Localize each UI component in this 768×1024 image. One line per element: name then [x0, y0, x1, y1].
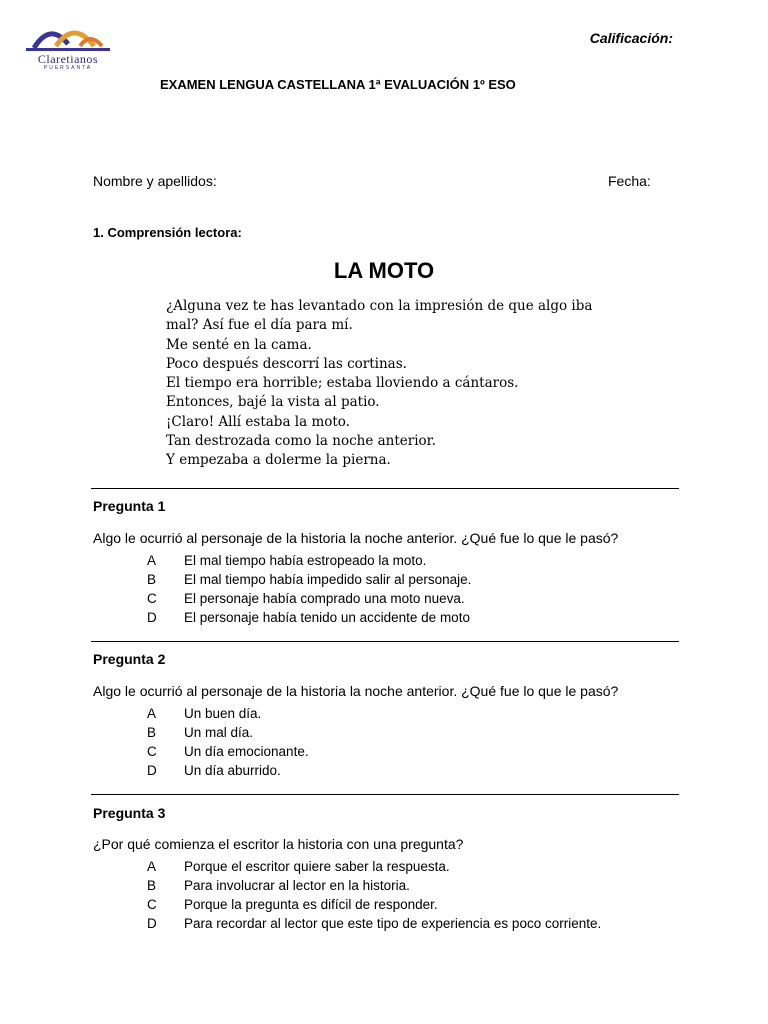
option-letter: B — [147, 572, 157, 587]
option-b — [0, 572, 768, 591]
story-line: Entonces, bajé la vista al patio. — [166, 394, 380, 411]
option-letter: A — [147, 859, 157, 874]
question-1-text: Algo le ocurrió al personaje de la historia la noche anterior. ¿Qué fue lo que le pasó? — [93, 530, 619, 546]
option-letter: C — [147, 591, 157, 606]
option-letter: B — [147, 725, 157, 740]
name-field-label: Nombre y apellidos: — [93, 173, 217, 189]
option-letter: D — [147, 610, 157, 625]
logo-subtext: PUERSANTA — [43, 65, 93, 71]
option-a — [0, 859, 768, 878]
divider — [91, 794, 679, 795]
option-a — [0, 706, 768, 725]
option-text: Un día aburrido. — [184, 763, 281, 778]
option-text: El mal tiempo había estropeado la moto. — [184, 553, 427, 568]
story-line: Poco después descorrí las cortinas. — [166, 355, 407, 372]
option-letter: A — [147, 706, 157, 721]
option-c — [0, 744, 768, 763]
option-text: El personaje había tenido un accidente de moto — [184, 610, 470, 625]
question-3-text: ¿Por qué comienza el escritor la historia con una pregunta? — [93, 836, 464, 852]
option-text: Para involucrar al lector en la historia. — [184, 878, 410, 893]
option-letter: D — [147, 916, 157, 931]
option-text: Un mal día. — [184, 725, 254, 740]
story-line: ¿Alguna vez te has levantado con la impresión de que algo iba — [166, 298, 593, 314]
school-logo — [22, 24, 114, 74]
section-title: 1. Comprensión lectora: — [93, 225, 242, 240]
option-text: Porque el escritor quiere saber la respuesta. — [184, 859, 450, 874]
option-a — [0, 553, 768, 572]
story-text — [166, 297, 592, 471]
story-line: mal? Así fue el día para mí. — [166, 317, 353, 334]
option-text: El mal tiempo había impedido salir al personaje. — [184, 572, 472, 587]
option-b — [0, 725, 768, 744]
option-letter: D — [147, 763, 157, 778]
logo-arches-icon — [22, 24, 114, 54]
divider — [91, 641, 679, 642]
option-text: Un día emocionante. — [184, 744, 309, 759]
option-text: Un buen día. — [184, 706, 262, 721]
option-d — [0, 763, 768, 782]
story-line: Tan destrozada como la noche anterior. — [166, 433, 436, 450]
option-letter: A — [147, 553, 157, 568]
story-title: LA MOTO — [333, 258, 435, 283]
question-2-title: Pregunta 2 — [93, 651, 166, 667]
option-b — [0, 878, 768, 897]
date-field-label: Fecha: — [608, 173, 651, 189]
question-1-title: Pregunta 1 — [93, 498, 166, 514]
option-letter: C — [147, 744, 157, 759]
story-line: El tiempo era horrible; estaba lloviendo a cántaros. — [166, 375, 519, 392]
story-line: ¡Claro! Allí estaba la moto. — [166, 413, 350, 430]
grade-label: Calificación: — [589, 30, 673, 46]
divider — [91, 488, 679, 489]
option-c — [0, 897, 768, 916]
option-d — [0, 610, 768, 629]
option-d — [0, 916, 768, 935]
option-text: El personaje había comprado una moto nueva. — [184, 591, 465, 606]
question-3-title: Pregunta 3 — [93, 805, 166, 821]
exam-title: EXAMEN LENGUA CASTELLANA 1ª EVALUACIÓN 1º ESO — [160, 77, 516, 92]
question-2-text: Algo le ocurrió al personaje de la historia la noche anterior. ¿Qué fue lo que le pasó? — [93, 683, 619, 699]
story-line: Y empezaba a dolerme la pierna. — [166, 452, 391, 469]
story-line: Me senté en la cama. — [166, 336, 312, 353]
option-c — [0, 591, 768, 610]
option-letter: B — [147, 878, 157, 893]
logo-text: Claretianos — [37, 52, 99, 66]
option-letter: C — [147, 897, 157, 912]
option-text: Para recordar al lector que este tipo de experiencia es poco corriente. — [184, 916, 602, 931]
option-text: Porque la pregunta es difícil de responder. — [184, 897, 438, 912]
